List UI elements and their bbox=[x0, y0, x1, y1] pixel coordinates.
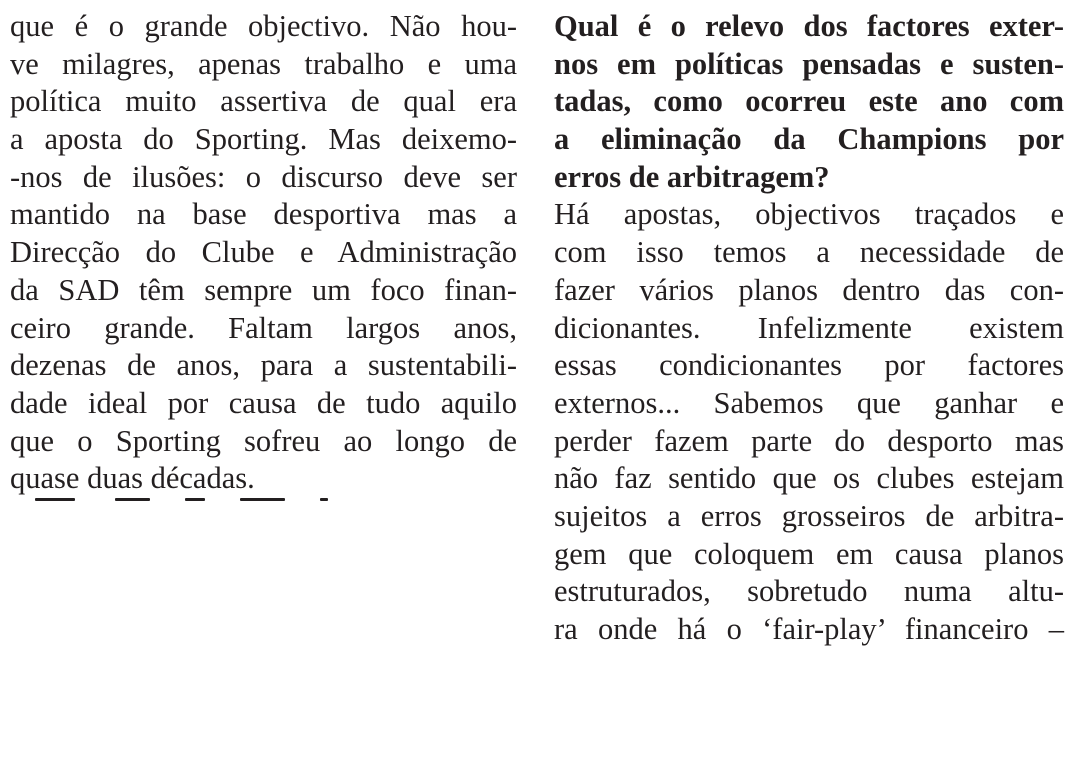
left-line: mantido na base desportiva mas a bbox=[10, 197, 517, 232]
right-column bbox=[554, 8, 1064, 649]
answer-line: estruturados, sobretudo numa altu- bbox=[554, 574, 1064, 609]
answer-line: com isso temos a necessidade de bbox=[554, 235, 1064, 270]
question-line: Qual é o relevo dos factores exter- bbox=[554, 9, 1064, 43]
left-line: Direcção do Clube e Administração bbox=[10, 235, 517, 270]
left-line: ceiro grande. Faltam largos anos, bbox=[10, 310, 517, 345]
left-line: dezenas de anos, para a sustentabili- bbox=[10, 348, 517, 383]
left-line: -nos de ilusões: o discurso deve ser bbox=[10, 159, 517, 194]
left-column bbox=[10, 8, 517, 508]
answer-line: externos... Sabemos que ganhar e bbox=[554, 385, 1064, 420]
question-line: nos em políticas pensadas e susten- bbox=[554, 46, 1064, 81]
interview-answer bbox=[554, 196, 1064, 648]
cropped-next-line bbox=[10, 498, 517, 508]
left-line: da SAD têm sempre um foco finan- bbox=[10, 272, 517, 307]
left-line: que o Sporting sofreu ao longo de bbox=[10, 423, 517, 458]
left-line: que é o grande objectivo. Não hou- bbox=[10, 9, 517, 43]
left-line: a aposta do Sporting. Mas deixemo- bbox=[10, 122, 517, 157]
question-line: a eliminação da Champions por bbox=[554, 122, 1064, 157]
answer-line: não faz sentido que os clubes estejam bbox=[554, 461, 1064, 496]
answer-line: ra onde há o ‘fair-play’ financeiro – bbox=[554, 612, 1064, 646]
answer-line: essas condicionantes por factores bbox=[554, 348, 1064, 383]
left-line: dade ideal por causa de tudo aquilo bbox=[10, 385, 517, 420]
answer-line: gem que coloquem em causa planos bbox=[554, 536, 1064, 571]
interview-question bbox=[554, 8, 1064, 196]
left-line: ve milagres, apenas trabalho e uma bbox=[10, 46, 517, 81]
left-line: política muito assertiva de qual era bbox=[10, 84, 517, 119]
question-line: erros de arbitragem? bbox=[554, 159, 830, 194]
answer-line: Há apostas, objectivos traçados e bbox=[554, 197, 1064, 232]
answer-line: fazer vários planos dentro das con- bbox=[554, 272, 1064, 307]
left-line: quase duas décadas. bbox=[10, 461, 255, 496]
answer-line: dicionantes. Infelizmente existem bbox=[554, 310, 1064, 345]
answer-line: perder fazem parte do desporto mas bbox=[554, 423, 1064, 458]
answer-line: sujeitos a erros grosseiros de arbitra- bbox=[554, 498, 1064, 533]
question-line: tadas, como ocorreu este ano com bbox=[554, 84, 1064, 119]
